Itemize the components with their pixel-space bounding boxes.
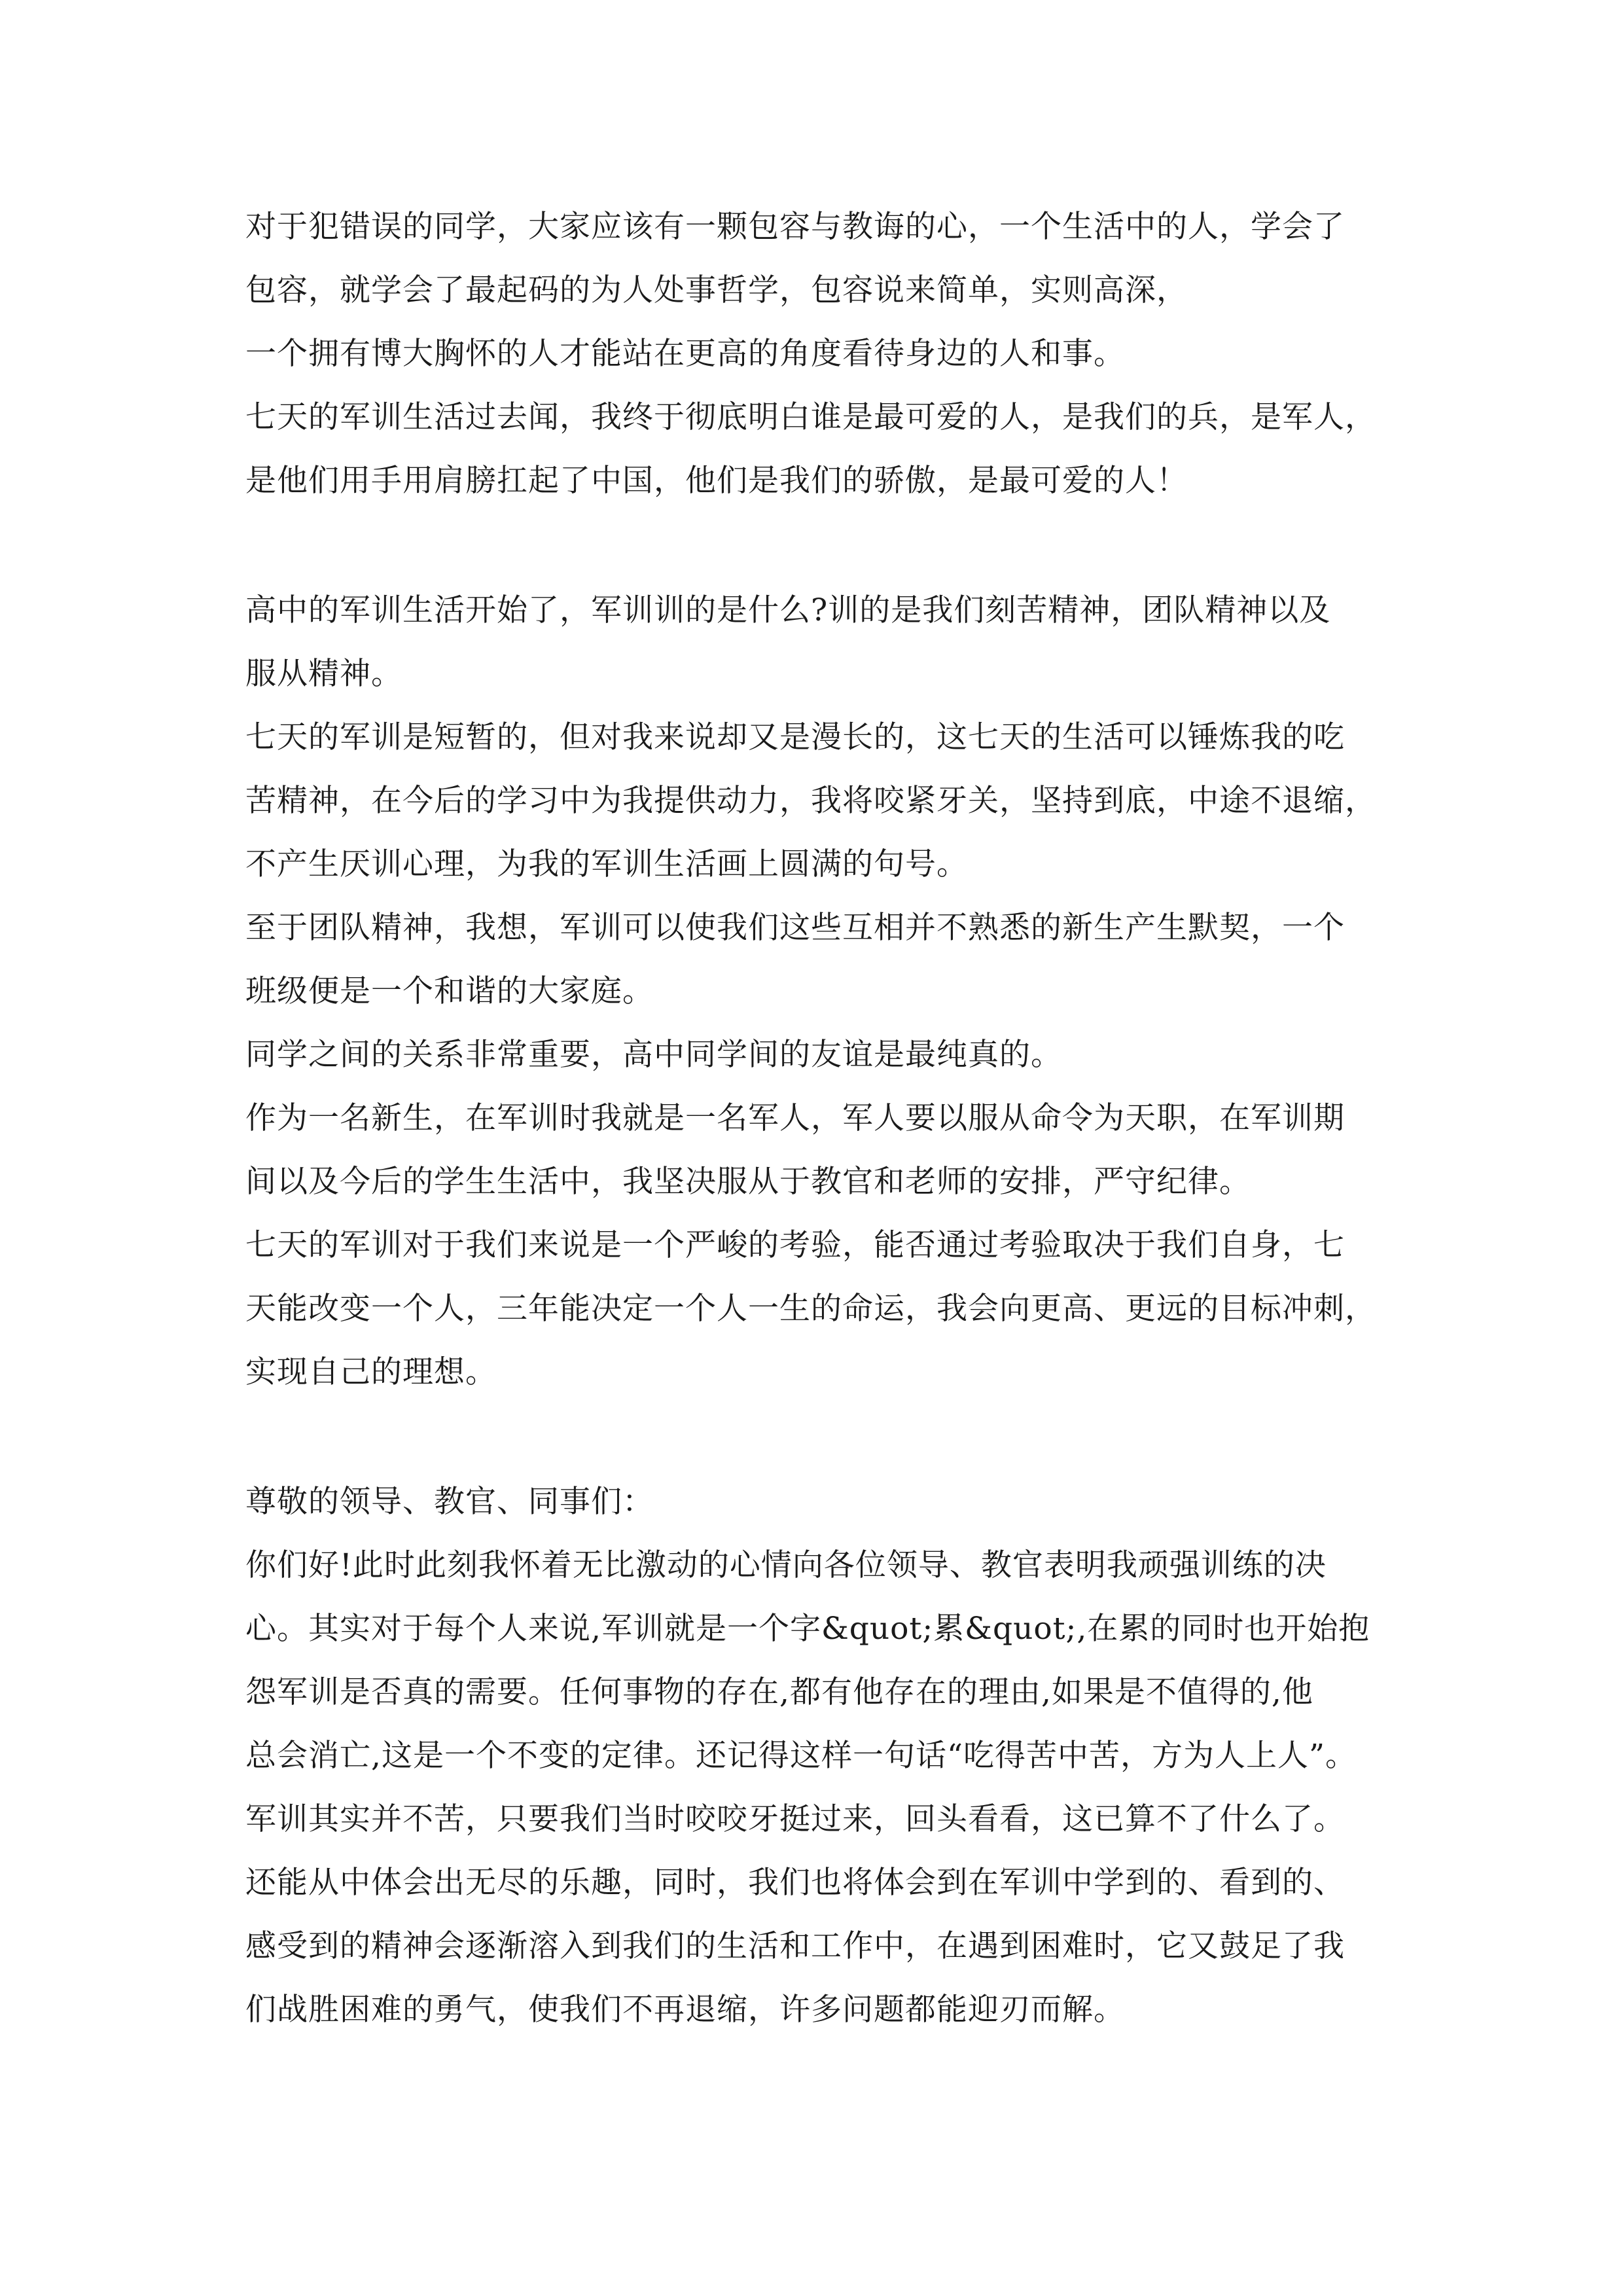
text-line: 感受到的精神会逐渐溶入到我们的生活和工作中，在遇到困难时，它又鼓足了我 xyxy=(245,1928,1345,1964)
text-line: 间以及今后的学生生活中，我坚决服从于教官和老师的安排，严守纪律。 xyxy=(245,1164,1251,1200)
text-line: 至于团队精神，我想，军训可以使我们这些互相并不熟悉的新生产生默契，一个 xyxy=(245,910,1345,946)
text-line: 一个拥有博大胸怀的人才能站在更高的角度看待身边的人和事。 xyxy=(245,336,1125,372)
text-line: 七天的军训对于我们来说是一个严峻的考验，能否通过考验取决于我们自身，七 xyxy=(245,1227,1345,1263)
text-line: 你们好!此时此刻我怀着无比激动的心情向各位领导、教官表明我顽强训练的决 xyxy=(245,1547,1327,1583)
text-line: 还能从中体会出无尽的乐趣，同时，我们也将体会到在军训中学到的、看到的、 xyxy=(245,1865,1345,1901)
text-line: 作为一名新生，在军训时我就是一名军人，军人要以服从命令为天职，在军训期 xyxy=(245,1100,1345,1136)
text-line: 服从精神。 xyxy=(245,656,402,692)
text-line: 总会消亡,这是一个不变的定律。还记得这样一句话“吃得苦中苦，方为人上人”。 xyxy=(245,1738,1357,1774)
text-line: 实现自己的理想。 xyxy=(245,1354,497,1390)
text-line: 心。其实对于每个人来说,军训就是一个字&quot;累&quot;,在累的同时也开始抱 xyxy=(245,1611,1370,1647)
text-line: 军训其实并不苦，只要我们当时咬咬牙挺过来，回头看看，这已算不了什么了。 xyxy=(245,1801,1345,1837)
text-line: 天能改变一个人，三年能决定一个人一生的命运，我会向更高、更远的目标冲刺， xyxy=(245,1291,1376,1327)
text-line: 是他们用手用肩膀扛起了中国，他们是我们的骄傲，是最可爱的人！ xyxy=(245,463,1188,499)
text-line: 七天的军训生活过去闻，我终于彻底明白谁是最可爱的人，是我们的兵，是军人， xyxy=(245,399,1376,435)
text-line: 尊敬的领导、教官、同事们： xyxy=(245,1484,654,1520)
text-line: 包容，就学会了最起码的为人处事哲学，包容说来简单，实则高深， xyxy=(245,272,1188,308)
text-line: 高中的军训生活开始了，军训训的是什么?训的是我们刻苦精神，团队精神以及 xyxy=(245,592,1331,628)
text-line: 七天的军训是短暂的，但对我来说却又是漫长的，这七天的生活可以锤炼我的吃 xyxy=(245,719,1345,755)
text-line: 们战胜困难的勇气，使我们不再退缩，许多问题都能迎刃而解。 xyxy=(245,1992,1125,2028)
text-line: 苦精神，在今后的学习中为我提供动力，我将咬紧牙关，坚持到底，中途不退缩， xyxy=(245,783,1376,819)
text-line: 同学之间的关系非常重要，高中同学间的友谊是最纯真的。 xyxy=(245,1037,1062,1073)
text-line: 怨军训是否真的需要。任何事物的存在,都有他存在的理由,如果是不值得的,他 xyxy=(245,1674,1313,1710)
text-line: 对于犯错误的同学，大家应该有一颗包容与教诲的心，一个生活中的人，学会了 xyxy=(245,209,1345,245)
text-line: 不产生厌训心理，为我的军训生活画上圆满的句号。 xyxy=(245,846,968,882)
text-line: 班级便是一个和谐的大家庭。 xyxy=(245,973,654,1009)
